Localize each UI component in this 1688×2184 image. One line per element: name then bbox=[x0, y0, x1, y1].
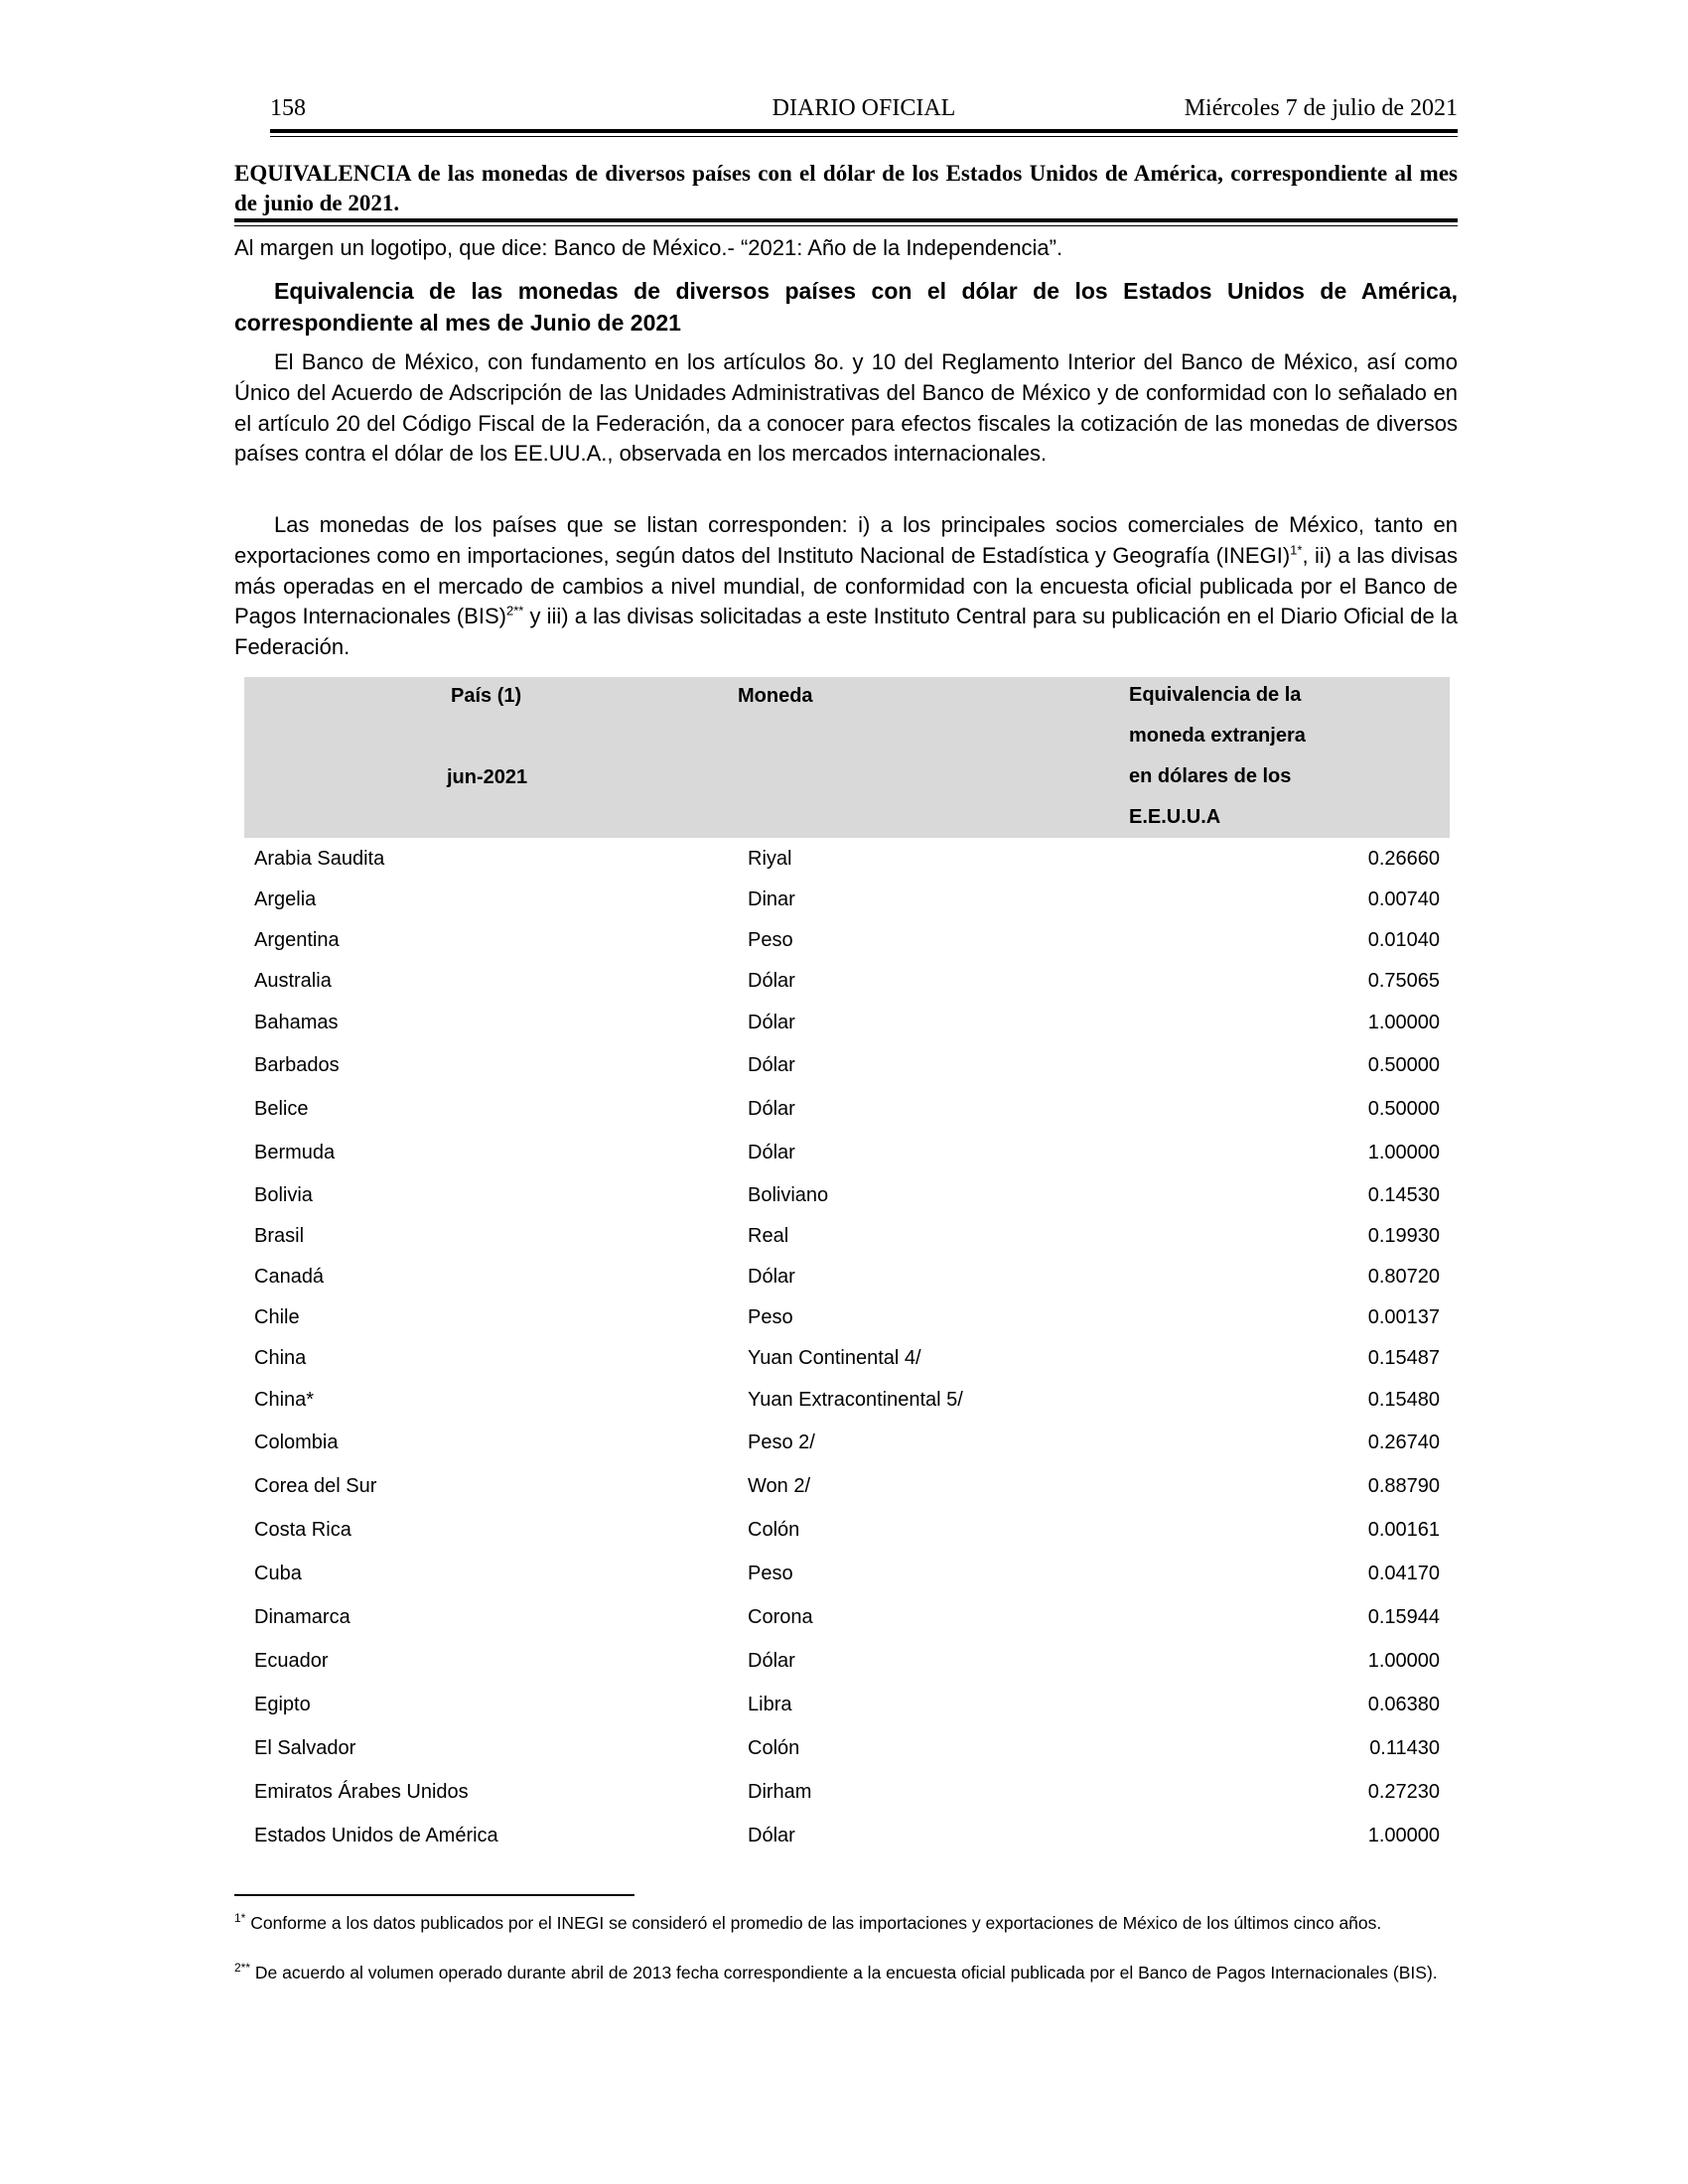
value-cell: 0.50000 bbox=[1367, 1053, 1440, 1076]
table-row bbox=[244, 1770, 1450, 1814]
paragraph-text: Las monedas de los países que se listan corresponden: i) a los principales socios comerciales de México, tanto en exportaciones como en importaciones, según datos del Instituto Nacional de Estadística y Geografía (INEGI) bbox=[234, 512, 1458, 568]
country-cell: Bahamas bbox=[254, 1011, 339, 1033]
currency-cell: Peso bbox=[748, 1306, 793, 1328]
value-cell: 0.00137 bbox=[1367, 1306, 1440, 1328]
table-row bbox=[244, 838, 1450, 880]
table-row bbox=[244, 1595, 1450, 1639]
section-title: EQUIVALENCIA de las monedas de diversos países con el dólar de los Estados Unidos de América, correspondiente al mes de junio de 2021. bbox=[234, 161, 1458, 215]
table-row bbox=[244, 1002, 1450, 1043]
currency-cell: Dólar bbox=[748, 1053, 795, 1076]
country-cell: Arabia Saudita bbox=[254, 847, 385, 870]
country-cell: Chile bbox=[254, 1306, 300, 1328]
value-cell: 0.19930 bbox=[1367, 1225, 1440, 1247]
value-cell: 1.00000 bbox=[1367, 1141, 1440, 1163]
paragraph-text: y iii) a las divisas solicitadas a este Instituto Central para su publicación en el Diario Oficial de la Federación. bbox=[234, 604, 1458, 660]
table-header-row bbox=[244, 677, 1450, 838]
currency-cell: Peso bbox=[748, 929, 793, 951]
publication-name: DIARIO OFICIAL bbox=[772, 95, 956, 121]
country-cell: Ecuador bbox=[254, 1649, 329, 1672]
country-cell: Barbados bbox=[254, 1053, 340, 1076]
table-row bbox=[244, 1683, 1450, 1726]
country-cell: Emiratos Árabes Unidos bbox=[254, 1780, 469, 1803]
table-row bbox=[244, 1174, 1450, 1216]
footnote-ref: 1* bbox=[1290, 542, 1303, 558]
page-number: 158 bbox=[270, 95, 306, 121]
currency-cell: Colón bbox=[748, 1518, 800, 1541]
value-cell: 0.26660 bbox=[1367, 847, 1440, 870]
table-row bbox=[244, 1552, 1450, 1595]
currency-cell: Yuan Continental 4/ bbox=[748, 1347, 921, 1369]
currency-equivalence-table bbox=[244, 677, 1450, 1857]
footnote-mark: 2** bbox=[234, 1961, 251, 1976]
value-cell: 0.11430 bbox=[1369, 1736, 1440, 1759]
value-cell: 0.75065 bbox=[1367, 970, 1440, 992]
currency-cell: Dólar bbox=[748, 970, 795, 992]
country-cell: Costa Rica bbox=[254, 1518, 352, 1541]
value-cell: 0.06380 bbox=[1367, 1693, 1440, 1715]
country-cell: China* bbox=[254, 1388, 315, 1411]
currency-cell: Riyal bbox=[748, 847, 792, 870]
footnote-1 bbox=[234, 1911, 1458, 1935]
currency-header-label: Moneda bbox=[738, 685, 813, 707]
publication-date: Miércoles 7 de julio de 2021 bbox=[1184, 95, 1458, 121]
value-cell: 1.00000 bbox=[1367, 1824, 1440, 1846]
country-cell: Australia bbox=[254, 970, 332, 992]
table-row bbox=[244, 1043, 1450, 1087]
value-cell: 0.15487 bbox=[1367, 1347, 1440, 1369]
currency-cell: Libra bbox=[748, 1693, 792, 1715]
country-cell: Colombia bbox=[254, 1431, 339, 1453]
country-cell: Cuba bbox=[254, 1562, 302, 1584]
column-header-value bbox=[1123, 677, 1450, 838]
value-header-line: en dólares de los bbox=[1129, 765, 1292, 787]
country-header-label: País (1) bbox=[451, 685, 522, 707]
value-cell: 0.00161 bbox=[1367, 1518, 1440, 1541]
paragraph-currency-selection bbox=[234, 510, 1458, 663]
table-row bbox=[244, 1087, 1450, 1131]
table-row bbox=[244, 961, 1450, 1002]
value-cell: 1.00000 bbox=[1367, 1649, 1440, 1672]
table-row bbox=[244, 1814, 1450, 1857]
currency-cell: Dinar bbox=[748, 888, 795, 910]
table-body bbox=[244, 838, 1450, 1857]
country-cell: Brasil bbox=[254, 1225, 305, 1247]
title-rule-thick bbox=[234, 218, 1458, 222]
footnote-ref: 2** bbox=[505, 604, 524, 619]
currency-cell: Peso 2/ bbox=[748, 1431, 815, 1453]
currency-cell: Dólar bbox=[748, 1141, 795, 1163]
table-row bbox=[244, 1421, 1450, 1464]
value-cell: 0.15944 bbox=[1367, 1605, 1440, 1628]
country-cell: Estados Unidos de América bbox=[254, 1824, 498, 1846]
table-row bbox=[244, 1131, 1450, 1174]
table-row bbox=[244, 880, 1450, 920]
currency-cell: Boliviano bbox=[748, 1183, 829, 1206]
document-title: Equivalencia de las monedas de diversos países con el dólar de los Estados Unidos de América, correspondiente al mes de Junio de 2021 bbox=[234, 278, 1458, 336]
value-header-label bbox=[1129, 675, 1306, 838]
currency-cell: Won 2/ bbox=[748, 1474, 810, 1497]
column-header-country bbox=[244, 677, 738, 838]
table-row bbox=[244, 1726, 1450, 1770]
country-cell: Belice bbox=[254, 1097, 309, 1120]
title-rule-thin bbox=[234, 225, 1458, 226]
country-cell: Bolivia bbox=[254, 1183, 313, 1206]
currency-cell: Yuan Extracontinental 5/ bbox=[748, 1388, 963, 1411]
footnote-2 bbox=[234, 1961, 1458, 1984]
paragraph-legal-basis: El Banco de México, con fundamento en los artículos 8o. y 10 del Reglamento Interior del Banco de México, así como Único del Acuerdo de Adscripción de las Unidades Administrativas del Banco de México y de conformidad con lo señalado en el artículo 20 del Código Fiscal de la Federación, da a conocer para efectos fiscales la cotización de las monedas de diversos países contra el dólar de los EE.UU.A., observada en los mercados internacionales. bbox=[234, 349, 1458, 467]
table-row bbox=[244, 1257, 1450, 1297]
value-cell: 0.15480 bbox=[1367, 1388, 1440, 1411]
currency-cell: Corona bbox=[748, 1605, 813, 1628]
country-cell: Dinamarca bbox=[254, 1605, 351, 1628]
table-row bbox=[244, 1216, 1450, 1257]
value-cell: 1.00000 bbox=[1367, 1011, 1440, 1033]
value-header-line: Equivalencia de la bbox=[1129, 684, 1302, 706]
value-header-line: E.E.U.U.A bbox=[1129, 806, 1221, 828]
currency-cell: Dólar bbox=[748, 1097, 795, 1120]
value-cell: 0.00740 bbox=[1367, 888, 1440, 910]
country-cell: Argelia bbox=[254, 888, 317, 910]
currency-cell: Dólar bbox=[748, 1649, 795, 1672]
running-header bbox=[270, 95, 1458, 131]
table-row bbox=[244, 920, 1450, 961]
country-cell: Corea del Sur bbox=[254, 1474, 377, 1497]
paragraph-text: , ii) a las divisas más operadas en el mercado de cambios a nivel mundial, de conformidad con la encuesta oficial publicada por el Banco de Pagos Internacionales (BIS) bbox=[234, 542, 1458, 629]
currency-cell: Dólar bbox=[748, 1011, 795, 1033]
value-cell: 0.88790 bbox=[1367, 1474, 1440, 1497]
country-cell: Canadá bbox=[254, 1266, 325, 1288]
value-cell: 0.01040 bbox=[1367, 929, 1440, 951]
table-row bbox=[244, 1338, 1450, 1379]
country-cell: Argentina bbox=[254, 929, 340, 951]
value-cell: 0.50000 bbox=[1367, 1097, 1440, 1120]
currency-cell: Dólar bbox=[748, 1824, 795, 1846]
footnote-text: De acuerdo al volumen operado durante abril de 2013 fecha correspondiente a la encuesta oficial publicada por el Banco de Pagos Internacionales (BIS). bbox=[250, 1963, 1438, 1982]
currency-cell: Real bbox=[748, 1225, 789, 1247]
table-row bbox=[244, 1639, 1450, 1683]
footnote-text: Conforme a los datos publicados por el INEGI se consideró el promedio de las importaciones y exportaciones de México de los últimos cinco años. bbox=[245, 1913, 1382, 1933]
value-cell: 0.80720 bbox=[1367, 1266, 1440, 1288]
table-row bbox=[244, 1379, 1450, 1421]
currency-cell: Peso bbox=[748, 1562, 793, 1584]
table-row bbox=[244, 1464, 1450, 1508]
currency-cell: Dólar bbox=[748, 1266, 795, 1288]
currency-cell: Dirham bbox=[748, 1780, 812, 1803]
footnote-separator bbox=[234, 1894, 634, 1896]
country-cell: Bermuda bbox=[254, 1141, 336, 1163]
value-cell: 0.27230 bbox=[1367, 1780, 1440, 1803]
table-row bbox=[244, 1297, 1450, 1338]
footnote-mark: 1* bbox=[234, 1911, 246, 1926]
country-cell: China bbox=[254, 1347, 307, 1369]
country-cell: Egipto bbox=[254, 1693, 311, 1715]
currency-cell: Colón bbox=[748, 1736, 800, 1759]
column-header-currency bbox=[738, 677, 1123, 838]
period-label: jun-2021 bbox=[447, 766, 528, 788]
value-cell: 0.14530 bbox=[1367, 1183, 1440, 1206]
value-cell: 0.26740 bbox=[1367, 1431, 1440, 1453]
table-row bbox=[244, 1508, 1450, 1552]
value-header-line: moneda extranjera bbox=[1129, 725, 1306, 747]
value-cell: 0.04170 bbox=[1367, 1562, 1440, 1584]
header-rule-thin bbox=[270, 136, 1458, 137]
country-cell: El Salvador bbox=[254, 1736, 356, 1759]
margin-note: Al margen un logotipo, que dice: Banco de México.- “2021: Año de la Independencia”. bbox=[234, 235, 1063, 260]
header-rule-thick bbox=[270, 129, 1458, 133]
